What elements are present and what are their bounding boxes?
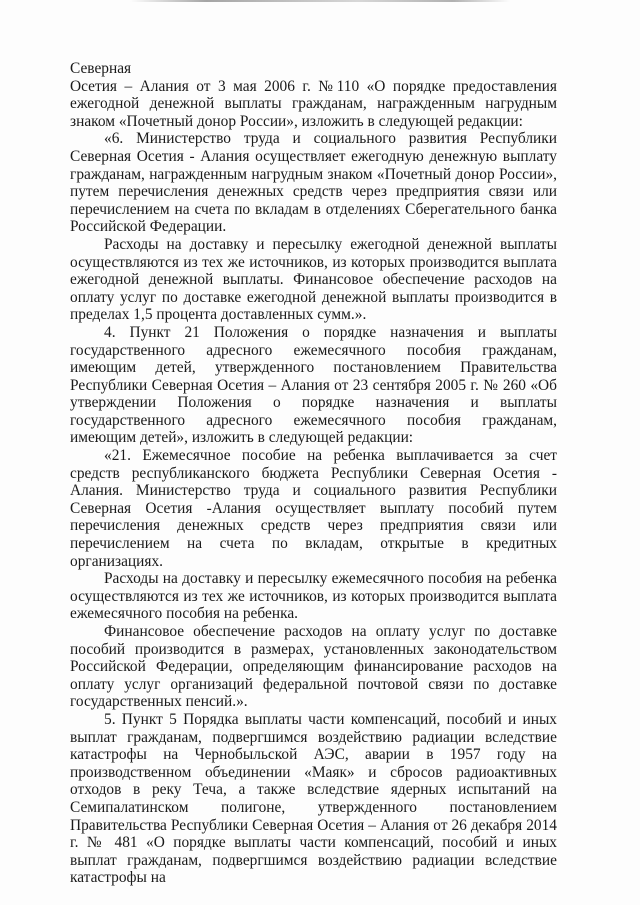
paragraph-decree-2006-intro: Осетия – Алания от 3 мая 2006 г. №110 «О порядке предоставления ежегодной денежной выплаты гражданам, награжденным нагрудным знаком «Почетный донор России», изложить в следующей редакции:	[70, 77, 557, 130]
paragraph-financing: Финансовое обеспечение расходов на оплату услуг по доставке пособий производится в размерах, установленных законодательством Российской Федерации, определяющим финансирование расходов на оплату услуг организаций федеральной почтовой связи по доставке государственных пенсий.».	[70, 623, 557, 711]
paragraph-item-5: 5. Пункт 5 Порядка выплаты части компенсаций, пособий и иных выплат гражданам, подвергшимся воздействию радиации вследствие катастрофы на Чернобыльской АЭС, аварии в 1957 году на производственном объединении «Маяк» и сбросов радиоактивных отходов в реку Теча, а также вследствие ядерных испытаний на Семипалатинском полигоне, утвержденного постановлением Правительства Республики Северная Осетия – Алания от 26 декабря 2014 г. № 481 «О порядке выплаты части компенсаций, пособий и иных выплат гражданам, подвергшимся воздействию радиации вследствие катастрофы на	[70, 710, 557, 887]
paragraph-continuation-head: Северная	[70, 60, 132, 77]
paragraph-item-21: «21. Ежемесячное пособие на ребенка выплачивается за счет средств республиканского бюджета Республики Северная Осетия - Алания. Министерство труда и социального развития Республики Северная Осетия -Алания осуществляет выплату пособий путем перечисления денежных средств через предприятия связи или перечислением на счета по вкладам, открытые в кредитных организациях.	[70, 447, 557, 570]
paragraph-item-4: 4. Пункт 21 Положения о порядке назначения и выплаты государственного адресного ежемесячного пособия гражданам, имеющим детей, утвержденного постановлением Правительства Республики Северная Осетия – Алания от 23 сентября 2005 г. № 260 «Об утверждении Положения о порядке назначения и выплаты государственного адресного ежемесячного пособия гражданам, имеющим детей», изложить в следующей редакции:	[70, 323, 557, 447]
document-body	[70, 60, 557, 887]
scan-top-edge	[130, 0, 510, 2]
paragraph-delivery-expenses-monthly: Расходы на доставку и пересылку ежемесячного пособия на ребенка осуществляются из тех же источников, из которых производится выплата ежемесячного пособия на ребенка.	[70, 570, 557, 623]
paragraph-item-6: «6. Министерство труда и социального развития Республики Северная Осетия - Алания осуществляет ежегодную денежную выплату гражданам, награжденным нагрудным знаком «Почетный донор России», путем перечисления денежных средств через предприятия связи или перечислением на счета по вкладам в отделениях Сберегательного банка Российской Федерации.	[70, 130, 557, 236]
paragraph-delivery-expenses-annual: Расходы на доставку и пересылку ежегодной денежной выплаты осуществляются из тех же источников, из которых производится выплата ежегодной денежной выплаты. Финансовое обеспечение расходов на оплату услуг по доставке ежегодной денежной выплаты производится в пределах 1,5 процента доставленных сумм.».	[70, 235, 557, 324]
